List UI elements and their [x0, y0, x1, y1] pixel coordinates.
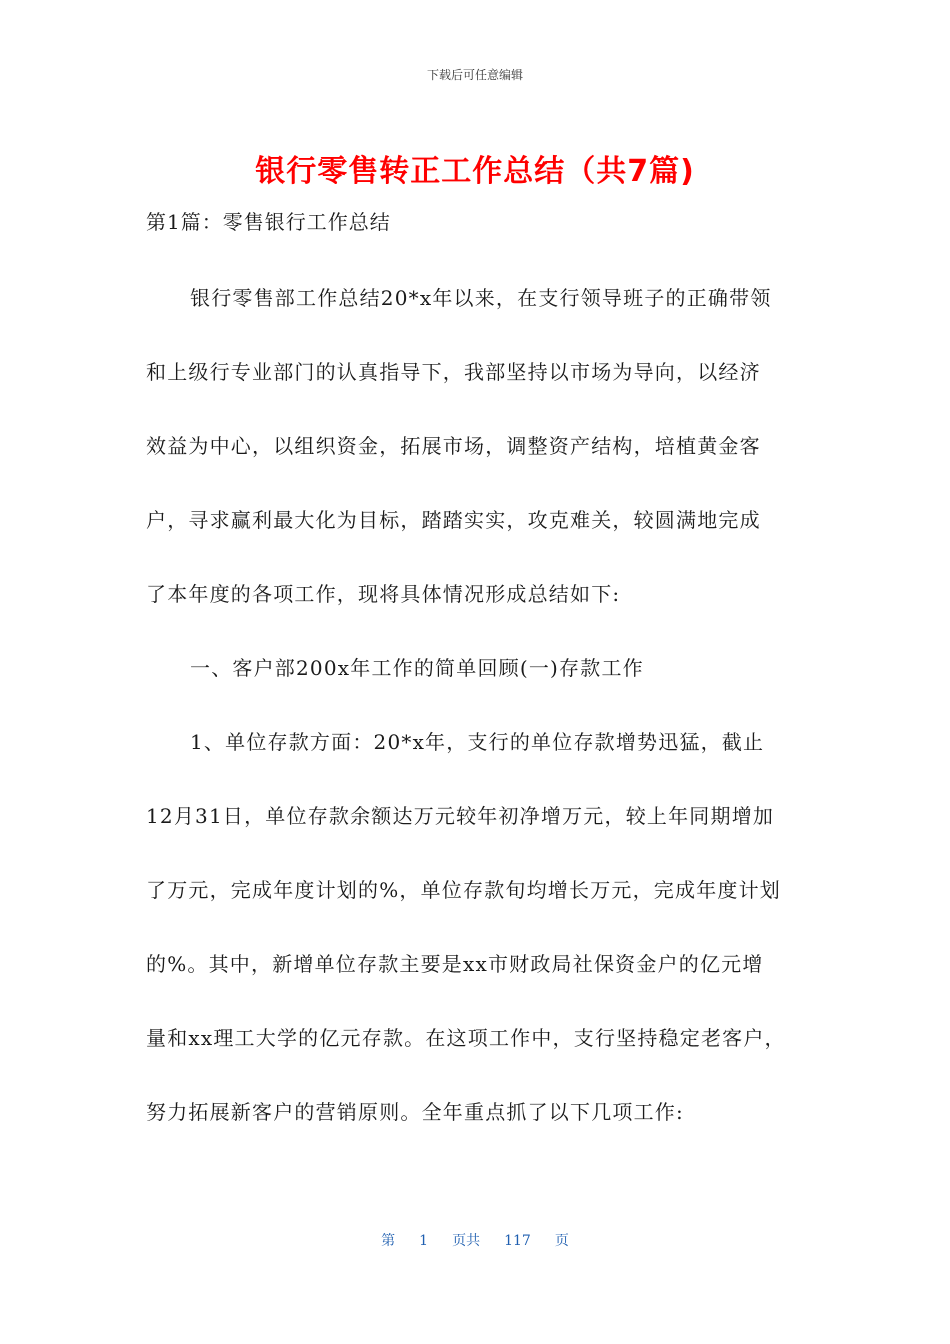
total-pages: 117 — [504, 1233, 531, 1249]
paragraph-line: 银行零售部工作总结20*x年以来，在支行领导班子的正确带领 — [190, 286, 772, 310]
paragraph-line: 了万元，完成年度计划的%，单位存款旬均增长万元，完成年度计划 — [146, 878, 782, 902]
paragraph-line: 了本年度的各项工作，现将具体情况形成总结如下: — [146, 582, 621, 606]
paragraph-line: 户，寻求赢利最大化为目标，踏踏实实，攻克难关，较圆满地完成 — [146, 508, 761, 532]
document-title: 银行零售转正工作总结（共7篇) — [255, 154, 695, 189]
header-note: 下载后可任意编辑 — [426, 68, 523, 82]
paragraph-line: 努力拓展新客户的营销原则。全年重点抓了以下几项工作: — [146, 1100, 684, 1124]
page-footer — [0, 1230, 950, 1250]
page-label-suffix: 页 — [554, 1233, 569, 1249]
paragraph-line: 的%。其中，新增单位存款主要是xx市财政局社保资金户的亿元增 — [146, 952, 764, 976]
paragraph-line: 12月31日，单位存款余额达万元较年初净增万元，较上年同期增加 — [146, 804, 775, 828]
page-label-mid: 页共 — [452, 1233, 481, 1249]
paragraph-line: 一、客户部200x年工作的简单回顾(一)存款工作 — [190, 656, 644, 680]
body-text — [146, 276, 810, 1164]
page-number: 1 — [419, 1233, 429, 1249]
paragraph-line: 和上级行专业部门的认真指导下，我部坚持以市场为导向，以经济 — [146, 360, 761, 384]
page-label-prefix: 第 — [381, 1233, 396, 1249]
section-heading: 第1篇：零售银行工作总结 — [146, 210, 391, 234]
paragraph-line: 效益为中心，以组织资金，拓展市场，调整资产结构，培植黄金客 — [146, 434, 761, 458]
paragraph-line: 1、单位存款方面：20*x年，支行的单位存款增势迅猛，截止 — [190, 730, 765, 754]
paragraph-line: 量和xx理工大学的亿元存款。在这项工作中，支行坚持稳定老客户， — [146, 1026, 786, 1050]
